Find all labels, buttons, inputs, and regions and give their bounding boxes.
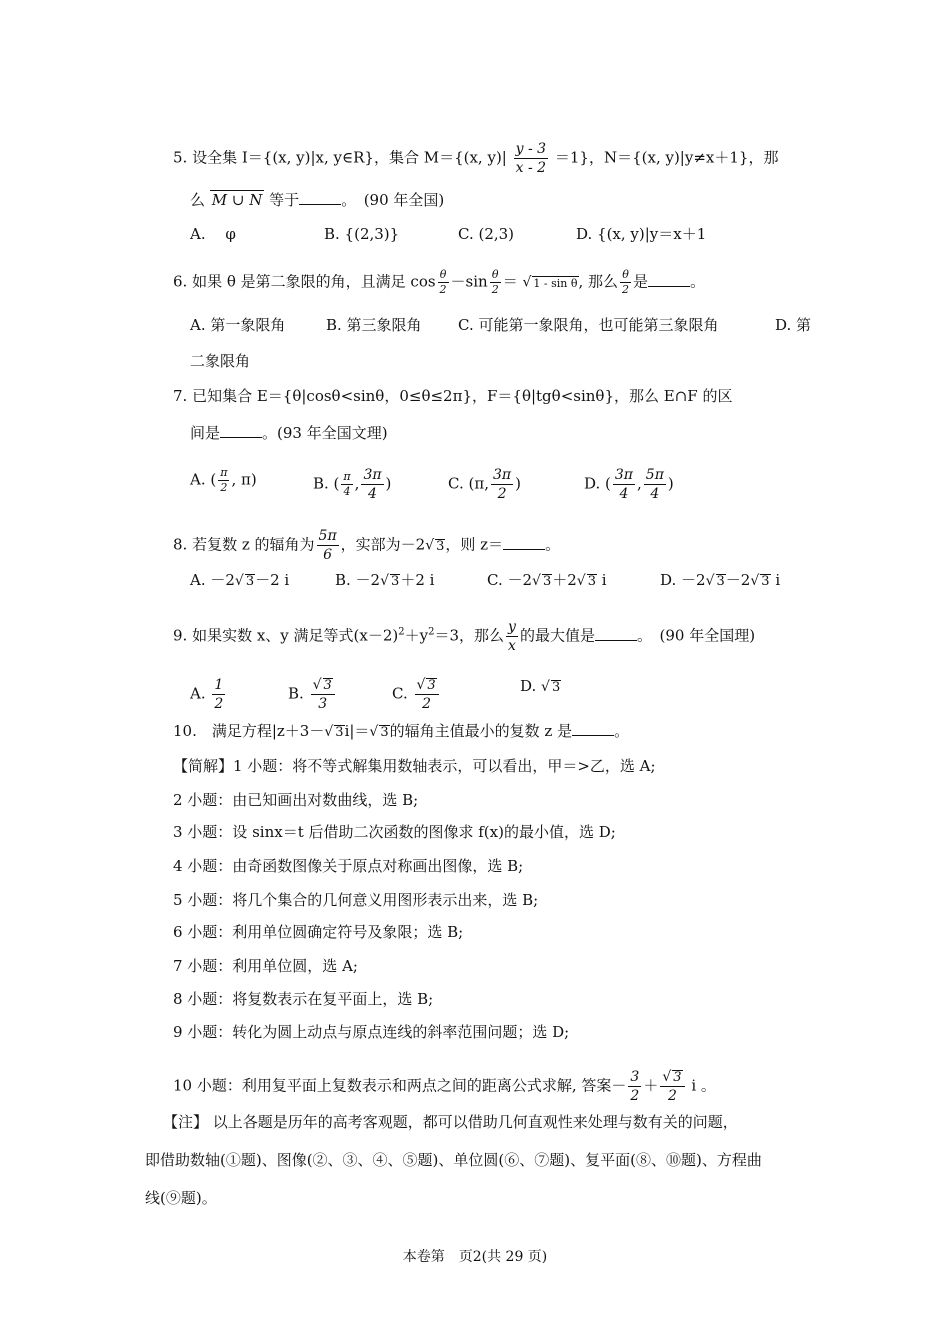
q6-frac-2: $\frac{\theta}{2}$: [491, 268, 499, 296]
q9-opt-d: D. √ 3: [520, 677, 561, 695]
q7-line2: 间是 。(93 年全国文理): [190, 424, 388, 442]
solution-line-10: 10 小题：利用复平面上复数表示和两点之间的距离公式求解, 答案－ $\frac{3}{2}$ ＋ $\frac{√ 3}{2}$ i 。: [173, 1069, 716, 1104]
solution-line-9: 9 小题：转化为圆上动点与原点连线的斜率范围问题；选 D;: [173, 1023, 570, 1041]
q8-opt-a: A. －2√ 3－2 i: [190, 571, 290, 589]
q5-opt-d: D. {(x, y)|y＝x＋1: [576, 225, 707, 243]
note-line-2: 即借助数轴(①题)、图像(②、③、④、⑤题)、单位圆(⑥、⑦题)、复平面(⑧、⑩题)、方程曲: [145, 1151, 762, 1169]
note-line-1: 【注】 以上各题是历年的高考客观题，都可以借助几何直观性来处理与数有关的问题，: [163, 1113, 738, 1131]
q9-opt-b: B. $\frac{√ 3}{3}$: [288, 676, 337, 713]
q8-opt-d: D. －2√ 3－2√ 3 i: [660, 571, 781, 589]
q6-opt-b: B. 第三象限角: [326, 316, 422, 334]
q5-overline: M ∪ N: [211, 191, 263, 209]
solution-line-3: 3 小题：设 sinx＝t 后借助二次函数的图像求 f(x)的最小值，选 D;: [173, 823, 616, 841]
q5-opt-b: B. {(2,3)}: [324, 225, 400, 243]
solution-line-8: 8 小题：将复数表示在复平面上，选 B;: [173, 990, 434, 1008]
solution-line-7: 7 小题：利用单位圆，选 A;: [173, 957, 358, 975]
solution-line-4: 4 小题：由奇函数图像关于原点对称画出图像，选 B;: [173, 857, 524, 875]
solution-line-6: 6 小题：利用单位圆确定符号及象限；选 B;: [173, 923, 464, 941]
q5-opt-c: C. (2,3): [458, 225, 515, 243]
q7-opt-a: A. ( $\frac{\pi}{2}$ , π): [190, 466, 257, 494]
q9-opt-c: C. $\frac{√ 3}{2}$: [392, 676, 441, 713]
q7-opt-c: C. (π, $\frac{3\pi}{2}$ ): [448, 467, 521, 502]
q8-line1: 8. 若复数 z 的辐角为 $\frac{5\pi}{6}$ ，实部为－2√ 3，则 z＝ 。: [173, 528, 561, 563]
note-line-3: 线(⑨题)。: [145, 1189, 217, 1207]
q6-cont: 二象限角: [190, 352, 251, 370]
q6-opt-a: A. 第一象限角: [190, 316, 286, 334]
q5-text-b: ＝1}，N＝{(x, y)|y≠x＋1}，那: [554, 148, 779, 167]
q6-frac-3: $\frac{\theta}{2}$: [622, 268, 630, 296]
q10-line: 10. 满足方程|z＋3－√ 3i|＝√ 3的辐角主值最小的复数 z 是 。: [173, 722, 630, 740]
q5-fraction: $\frac{y - 3}{x - 2}$: [515, 141, 547, 176]
page-footer: 本卷第 页2(共 29 页): [402, 1249, 548, 1265]
solution-line-1: 【简解】1 小题：将不等式解集用数轴表示，可以看出，甲＝>乙，选 A;: [173, 757, 656, 775]
q9-line1: 9. 如果实数 x、y 满足等式$(x-2)^2+y^2=3$，那么 $\frac{y}{x}$ 的最大值是 。 (90 年全国理): [173, 619, 756, 654]
q9-opt-a: A. $\frac{1}{2}$: [190, 677, 224, 712]
q6-opt-c: C. 可能第一象限角，也可能第三象限角: [458, 316, 719, 334]
q8-opt-b: B. －2√ 3＋2 i: [335, 571, 435, 589]
q5-text: 5. 设全集 I＝{(x, y)|x, y∈R}，集合 M＝{(x, y)|: [173, 148, 507, 167]
q5-line1: [173, 140, 778, 177]
q7-opt-b: B. ( $\frac{\pi}{4}$ , $\frac{3\pi}{4}$ ): [313, 467, 392, 502]
q6-line1: 6. 如果 θ 是第二象限的角，且满足 cos $\frac{\theta}{2}$ －sin $\frac{\theta}{2}$ ＝ √ 1 - sin θ, 那么 $\frac{\theta}{2}$ 是 。: [173, 268, 706, 296]
q7-line1: 7. 已知集合 E＝{θ|cosθ<sinθ，0≤θ≤2π}，F＝{θ|tgθ<sinθ}，那么 E∩F 的区: [173, 387, 733, 405]
q5-opt-a: A. φ: [190, 225, 236, 243]
q5-line2: 么 M ∪ N 等于 。 (90 年全国): [190, 191, 445, 209]
q7-opt-d: D. ( $\frac{3\pi}{4}$ , $\frac{5\pi}{4}$ ): [584, 467, 674, 502]
q6-frac-1: $\frac{\theta}{2}$: [439, 268, 447, 296]
q8-opt-c: C. －2√ 3＋2√ 3 i: [487, 571, 607, 589]
solution-line-5: 5 小题：将几个集合的几何意义用图形表示出来，选 B;: [173, 891, 539, 909]
solution-line-2: 2 小题：由已知画出对数曲线，选 B;: [173, 791, 419, 809]
q6-opt-d: D. 第: [775, 316, 812, 334]
q6-sqrt: 1 - sin θ: [533, 276, 578, 290]
